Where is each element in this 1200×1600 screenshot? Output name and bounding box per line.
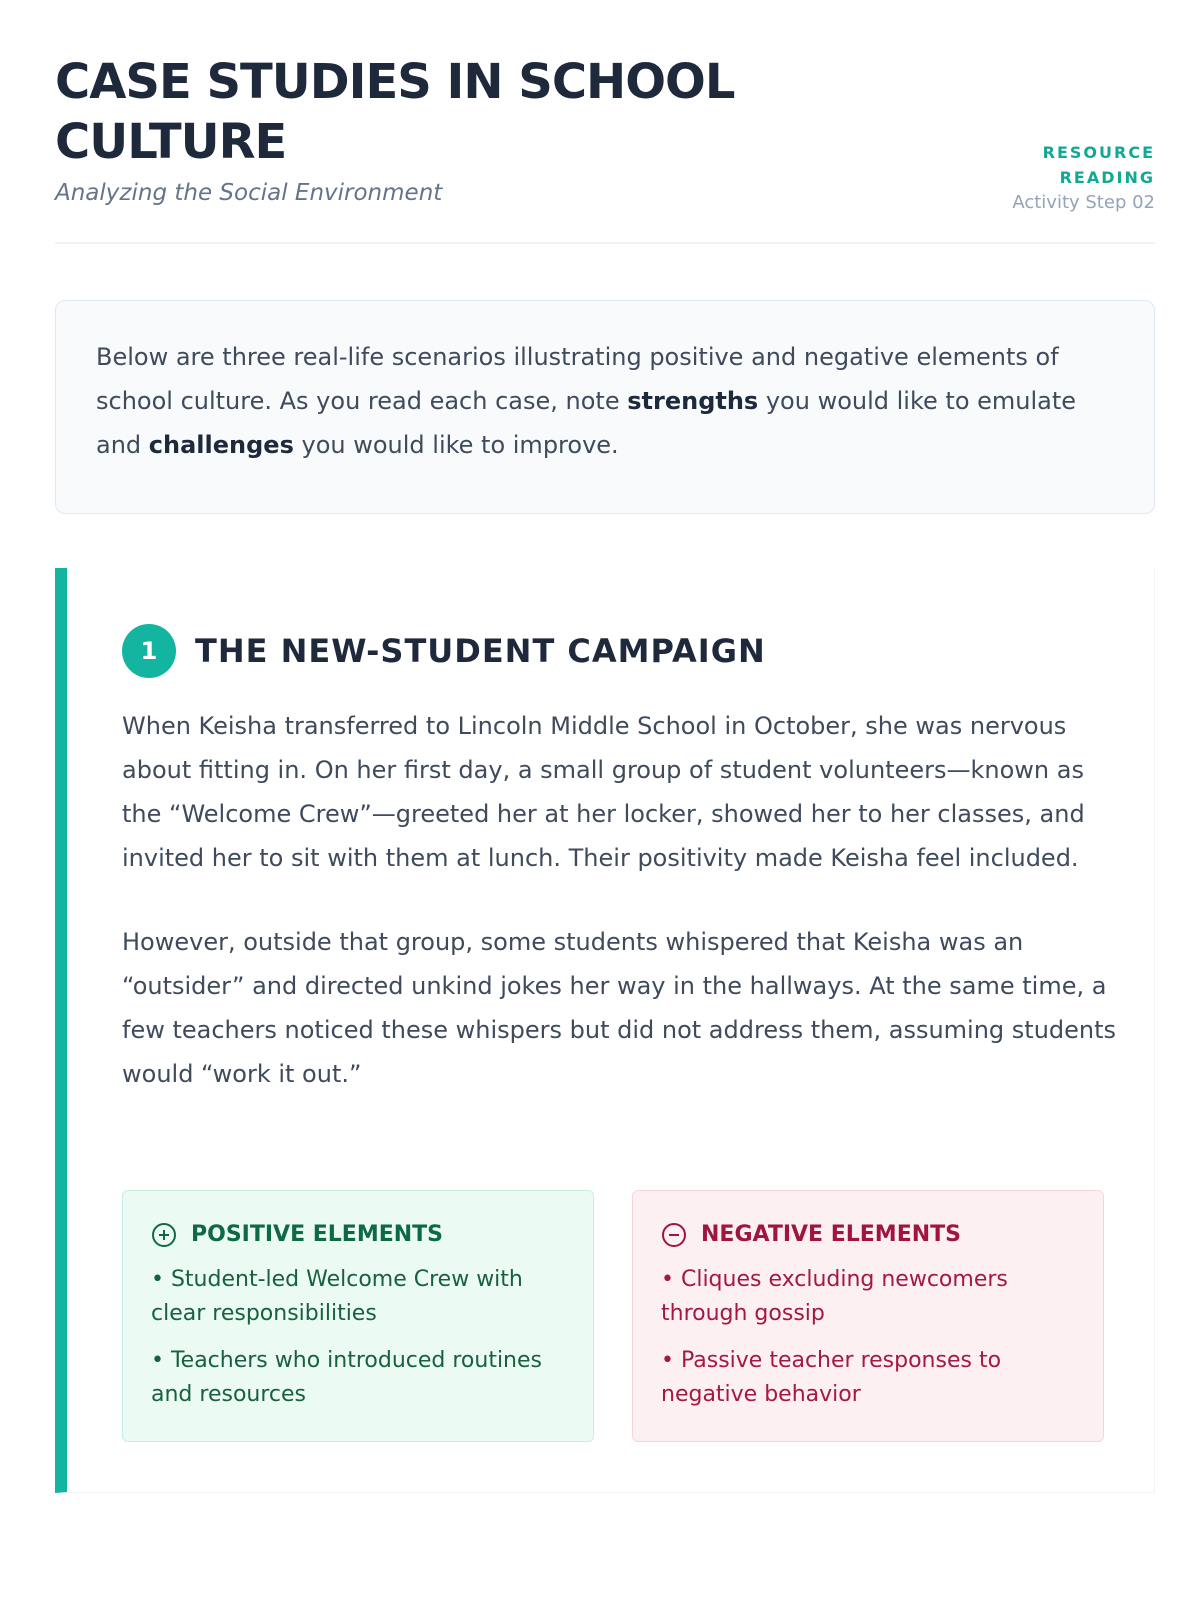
list-item: • Student-led Welcome Crew with clear responsibilities (151, 1267, 523, 1326)
positive-heading-label: POSITIVE ELEMENTS (191, 1222, 444, 1247)
intro-text: Below are three real-life scenarios illustrating positive and negative elements of school culture. As you read each case, note (96, 343, 1059, 415)
intro-text: you would like to emulate and (96, 387, 1077, 459)
resource-tag: RESOURCE READING (1042, 143, 1155, 187)
case-paragraph: However, outside that group, some students whispered that Keisha was an “outsider” and directed unkind jokes her way in the hallways. At the same time, a few teachers noticed these whispers but did not address them, assuming students would “work it out.” (122, 928, 1117, 1088)
negative-elements-box (632, 1190, 1104, 1442)
list-item: • Cliques excluding newcomers through gossip (661, 1267, 1008, 1326)
case-number-badge: 1 (122, 624, 176, 678)
intro-challenges: challenges (148, 431, 294, 459)
positive-elements-heading (151, 1219, 567, 1251)
negative-heading-label: NEGATIVE ELEMENTS (701, 1222, 961, 1247)
elements-row (122, 1190, 1104, 1442)
positive-list (151, 1263, 567, 1412)
page-header (55, 52, 1155, 244)
activity-step: Activity Step 02 (1012, 192, 1155, 213)
case-title: THE NEW-STUDENT CAMPAIGN (195, 632, 766, 670)
case-paragraph: When Keisha transferred to Lincoln Middle School in October, she was nervous about fitting in. On her first day, a small group of student volunteers—known as the “Welcome Crew”—greeted her at her locker, showed her to her classes, and invited her to sit with them at lunch. Their positivity made Keisha feel included. (122, 712, 1085, 872)
list-item: • Passive teacher responses to negative behavior (661, 1348, 1002, 1407)
case-body (122, 704, 1122, 1136)
intro-text: you would like to improve. (293, 431, 619, 459)
intro-strengths: strengths (627, 387, 759, 415)
plus-circle-icon (151, 1222, 177, 1248)
header-meta (1012, 140, 1155, 216)
intro-box (55, 300, 1155, 514)
list-item: • Teachers who introduced routines and resources (151, 1348, 542, 1407)
negative-elements-heading (661, 1219, 1077, 1251)
minus-circle-icon (661, 1222, 687, 1248)
page-title: CASE STUDIES IN SCHOOL CULTURE (55, 54, 735, 170)
case-card (55, 568, 1155, 1493)
negative-list (661, 1263, 1077, 1412)
positive-elements-box (122, 1190, 594, 1442)
page-subtitle: Analyzing the Social Environment (55, 180, 443, 206)
